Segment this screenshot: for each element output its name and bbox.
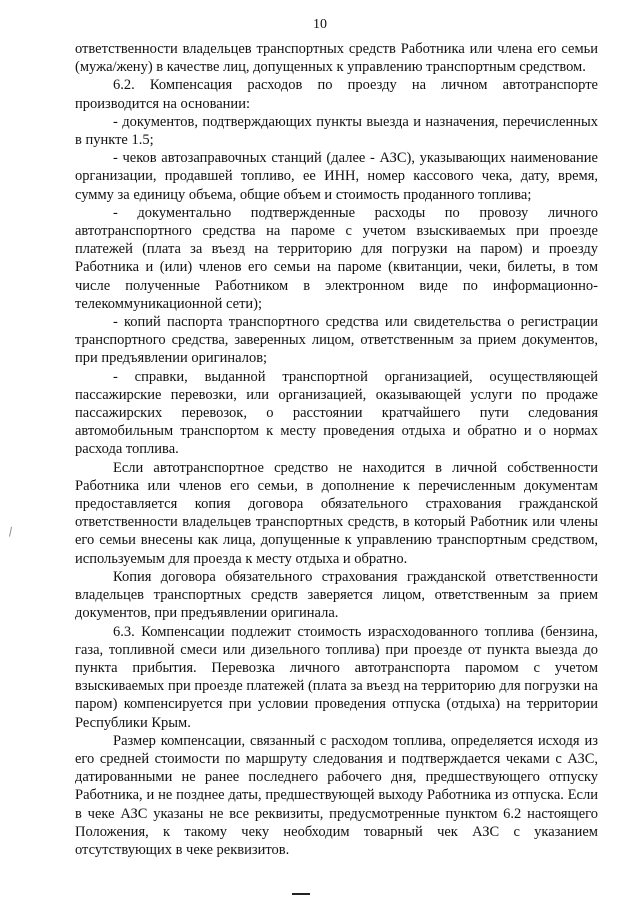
page-number: 10 bbox=[313, 17, 327, 32]
document-body bbox=[75, 40, 598, 859]
paragraph-insurance-copy: Копия договора обязательного страхования гражданской ответственности владельцев транспортных средств заверяется лицом, ответственным за прием документов, при предъявлении оригинала. bbox=[75, 568, 598, 622]
paragraph-ownership: Если автотранспортное средство не находится в личной собственности Работника или членов его семьи, в дополнение к перечисленным документам предоставляется копия договора обязательного страхования гражданской ответственности владельцев транспортных средств, в который Работник или члены его семьи внесены как лица, допущенные к управлению транспортным средством, используемым для проезда к месту отдыха и обратно. bbox=[75, 459, 598, 567]
scan-margin-mark bbox=[9, 527, 15, 538]
list-item-documents: - документов, подтверждающих пункты выезда и назначения, перечисленных в пункте 1.5; bbox=[75, 113, 598, 149]
list-item-receipts: - чеков автозаправочных станций (далее - АЗС), указывающих наименование организации, продавшей топливо, ее ИНН, номер кассового чека, дату, время, сумму за единицу объема, общие объем и стоимость проданного топлива; bbox=[75, 150, 598, 203]
paragraph-continuation: ответственности владельцев транспортных средств Работника или члена его семьи (мужа/жену) в качестве лиц, допущенных к управлению транспортным средством. bbox=[75, 41, 598, 76]
list-item-passport-copies: - копий паспорта транспортного средства или свидетельства о регистрации транспортного средства, заверенных лицом, ответственным за прием документов, при предъявлении оригиналов; bbox=[75, 314, 598, 367]
scan-bottom-mark bbox=[292, 893, 310, 895]
paragraph-compensation-amount: Размер компенсации, связанный с расходом топлива, определяется исходя из его средней стоимости по маршруту следования и подтверждается чеками с АЗС, датированными не ранее последнего рабочего дня, предшествующего отпуску Работника, и не позднее даты, предшествующей выходу Работника из отпуска. Если в чеке АЗС указаны не все реквизиты, предусмотренные пунктом 6.2 настоящего Положения, к такому чеку необходим товарный чек АЗС с указанием отсутствующих в чеке реквизитов. bbox=[75, 732, 598, 858]
paragraph-6-2-intro: 6.2. Компенсация расходов по проезду на личном автотранспорте производится на основании: bbox=[75, 77, 598, 112]
paragraph-6-3: 6.3. Компенсации подлежит стоимость израсходованного топлива (бензина, газа, топливной смеси или дизельного топлива) при проезде от пункта выезда до пункта прибытия. Перевозка личного автотранспорта паромом с учетом взыскиваемых при проезде платежей (плата за въезд на территорию для погрузки на паром) компенсируется при условии проведения отпуска (отдыха) на территории Республики Крым. bbox=[75, 623, 598, 731]
list-item-ferry-expenses: - документально подтвержденные расходы по провозу личного автотранспортного средства на пароме с учетом взыскиваемых при проезде платежей (плата за въезд на территорию для погрузки на паром) и проезду Работника и (или) членов его семьи на пароме (квитанции, чеки, билеты, в том числе полученные Работником в электронном виде по информационно-телекоммуникационной сети); bbox=[75, 204, 598, 312]
list-item-certificate: - справки, выданной транспортной организацией, осуществляющей пассажирские перевозки, или организацией, оказывающей услуги по продаже пассажирских перевозок, о расстоянии кратчайшего пути следования автомобильным транспортом к месту проведения отдыха и обратно и о нормах расхода топлива. bbox=[75, 368, 598, 458]
